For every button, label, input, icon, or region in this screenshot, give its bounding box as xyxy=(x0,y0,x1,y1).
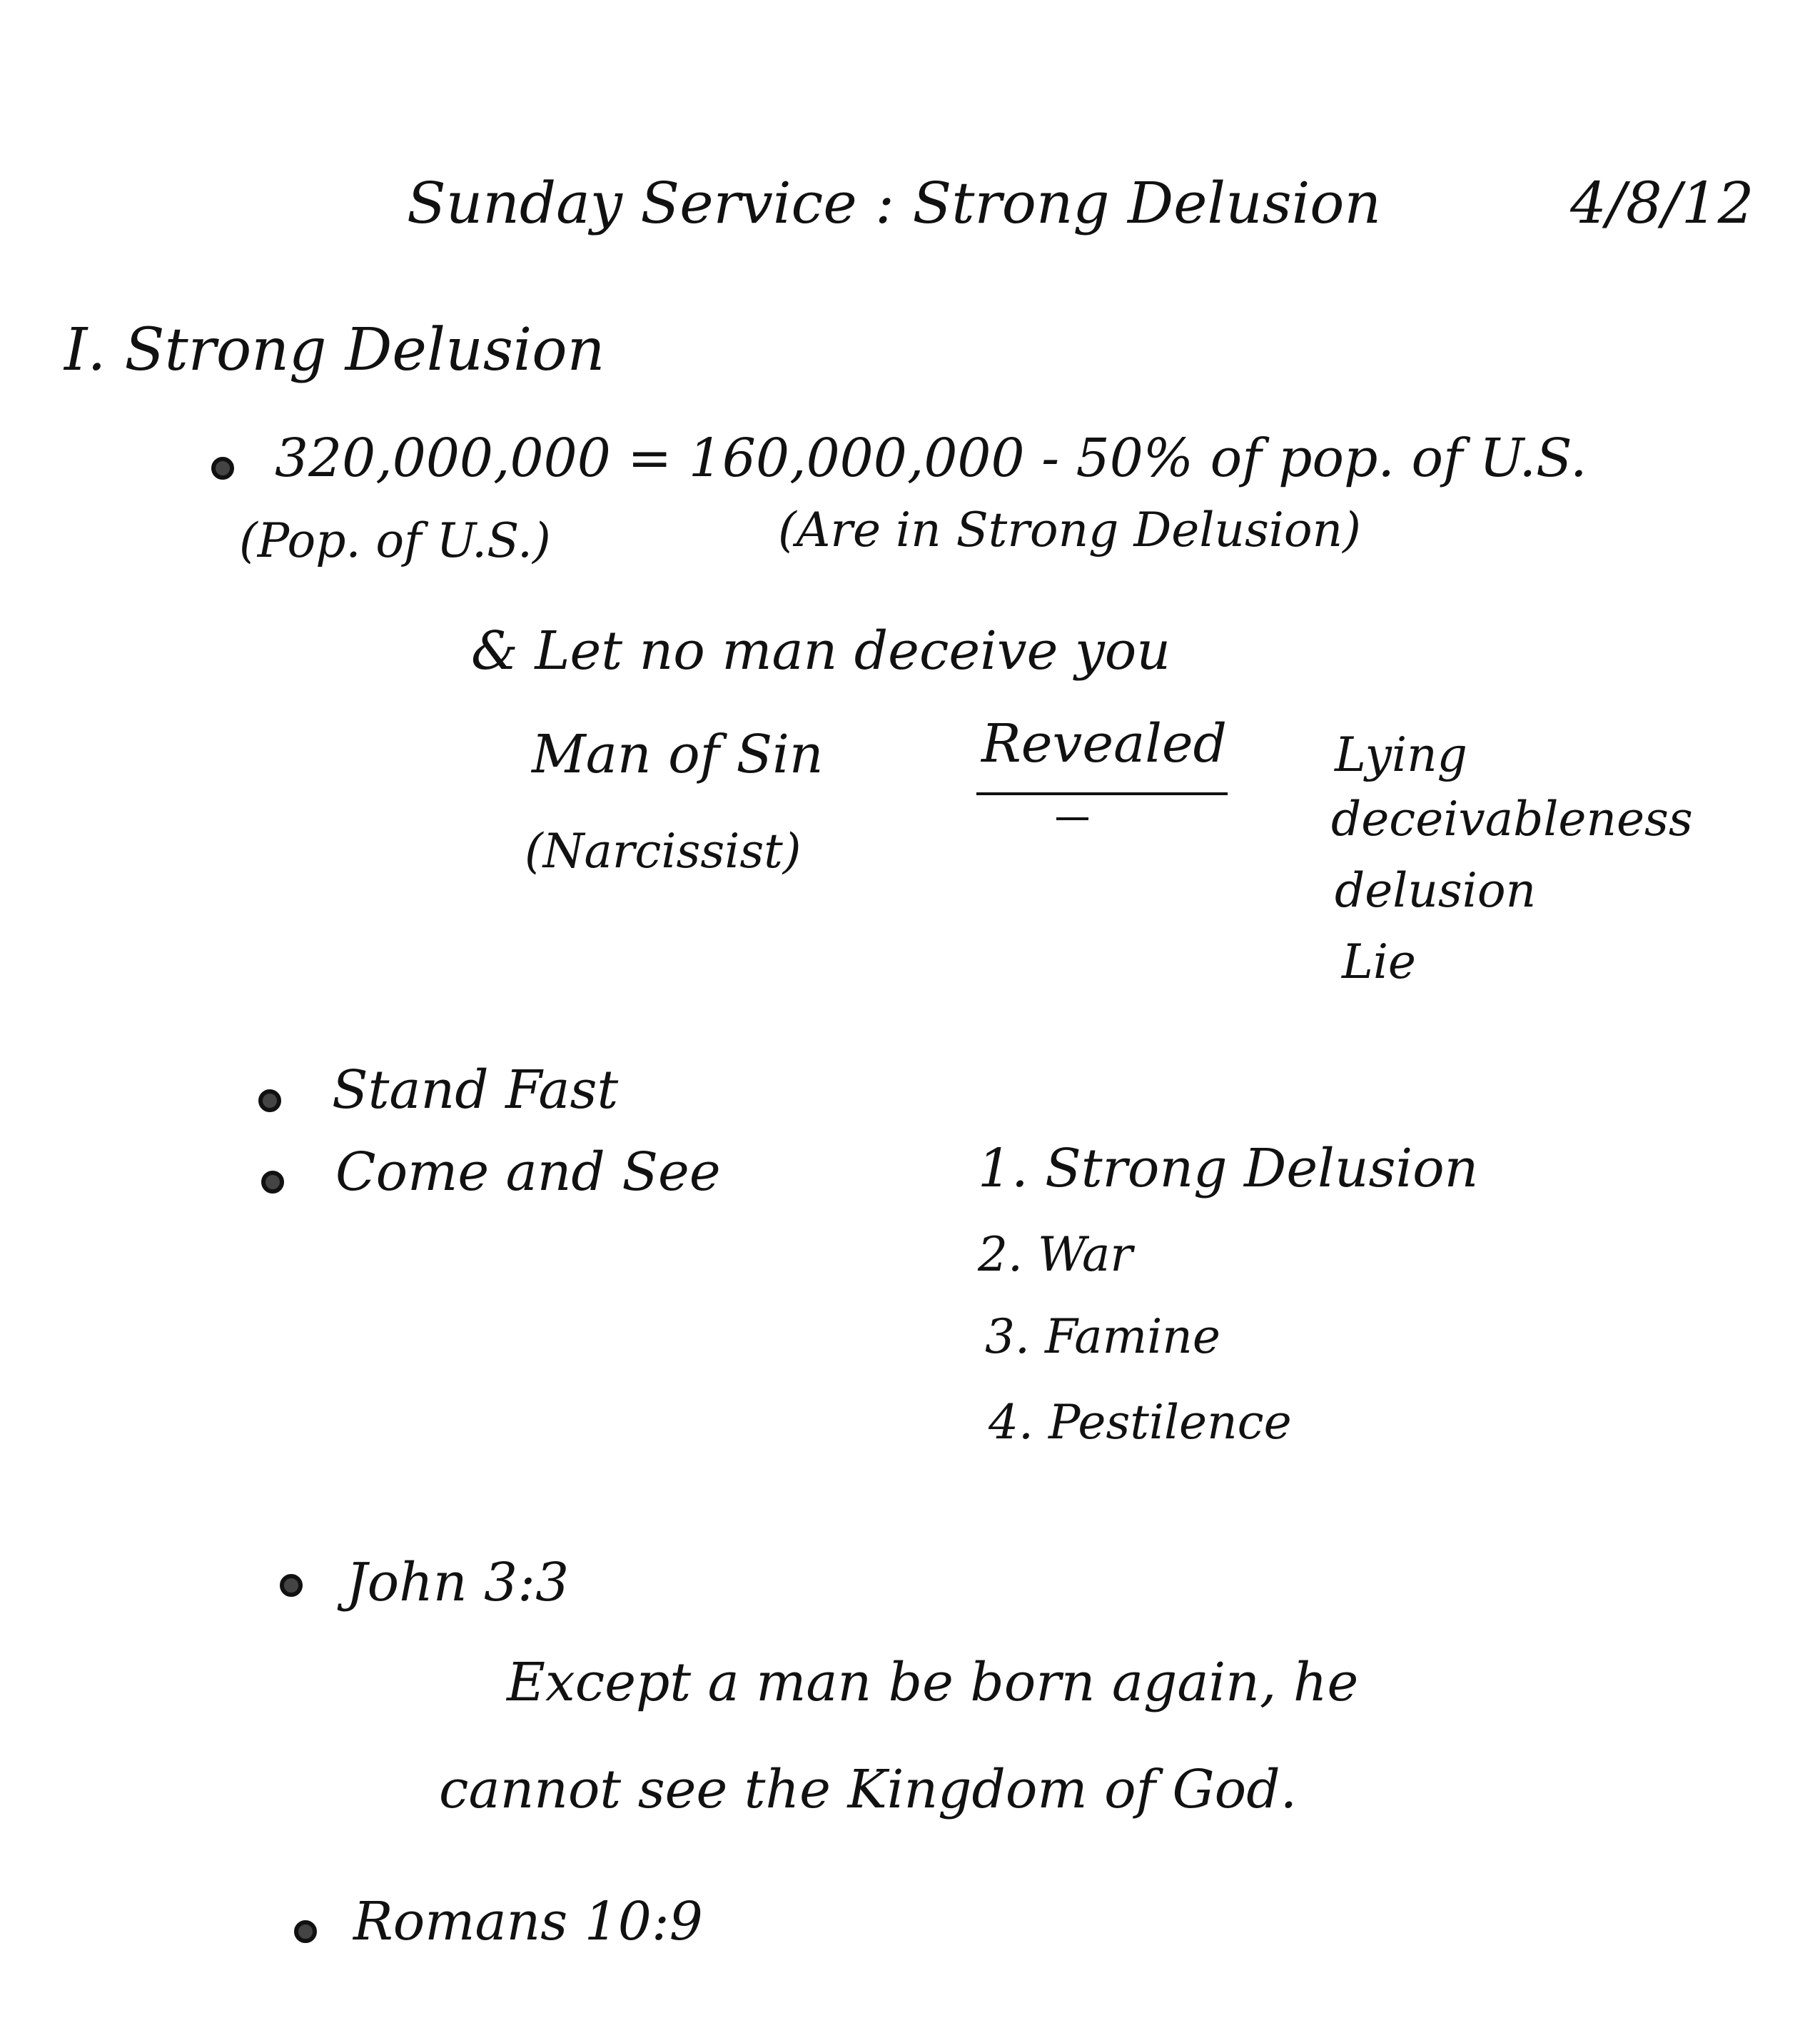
date: 4/8/12 xyxy=(1570,170,1754,236)
verse-line: cannot see the Kingdom of God. xyxy=(439,1759,1298,1820)
revealed-word: Revealed xyxy=(981,713,1228,775)
scripture-reference: John 3:3 xyxy=(346,1552,570,1613)
list-item: 1. Strong Delusion xyxy=(978,1138,1479,1199)
population-equation: 320,000,000 = 160,000,000 - 50% of pop. of U.S. xyxy=(275,428,1587,489)
list-item: 2. War xyxy=(978,1227,1133,1282)
man-of-sin: Man of Sin xyxy=(532,724,824,785)
bullet-icon xyxy=(280,1574,303,1597)
word-item: delusion xyxy=(1335,863,1537,918)
section-heading: I. Strong Delusion xyxy=(64,316,605,384)
scripture-reference: Romans 10:9 xyxy=(353,1891,703,1952)
revealed-underline xyxy=(976,792,1228,795)
list-item: 4. Pestilence xyxy=(989,1395,1292,1450)
list-item: Stand Fast xyxy=(332,1059,619,1121)
population-note: (Pop. of U.S.) xyxy=(239,513,551,568)
revealed-dash xyxy=(1056,817,1088,820)
list-item: 3. Famine xyxy=(985,1309,1220,1364)
list-item: Come and See xyxy=(335,1141,721,1203)
bullet-icon xyxy=(261,1171,284,1194)
word-item: Lie xyxy=(1342,934,1416,989)
word-item: Lying xyxy=(1335,727,1467,782)
deceive-line: & Let no man deceive you xyxy=(471,620,1171,682)
bullet-icon xyxy=(294,1920,317,1943)
verse-line: Except a man be born again, he xyxy=(507,1652,1359,1713)
delusion-note: (Are in Strong Delusion) xyxy=(778,503,1361,558)
word-item: deceivableness xyxy=(1331,792,1693,847)
bullet-icon xyxy=(211,457,234,480)
bullet-icon xyxy=(258,1089,281,1112)
narcissist-note: (Narcissist) xyxy=(525,824,802,879)
page-title: Sunday Service : Strong Delusion xyxy=(407,170,1381,236)
